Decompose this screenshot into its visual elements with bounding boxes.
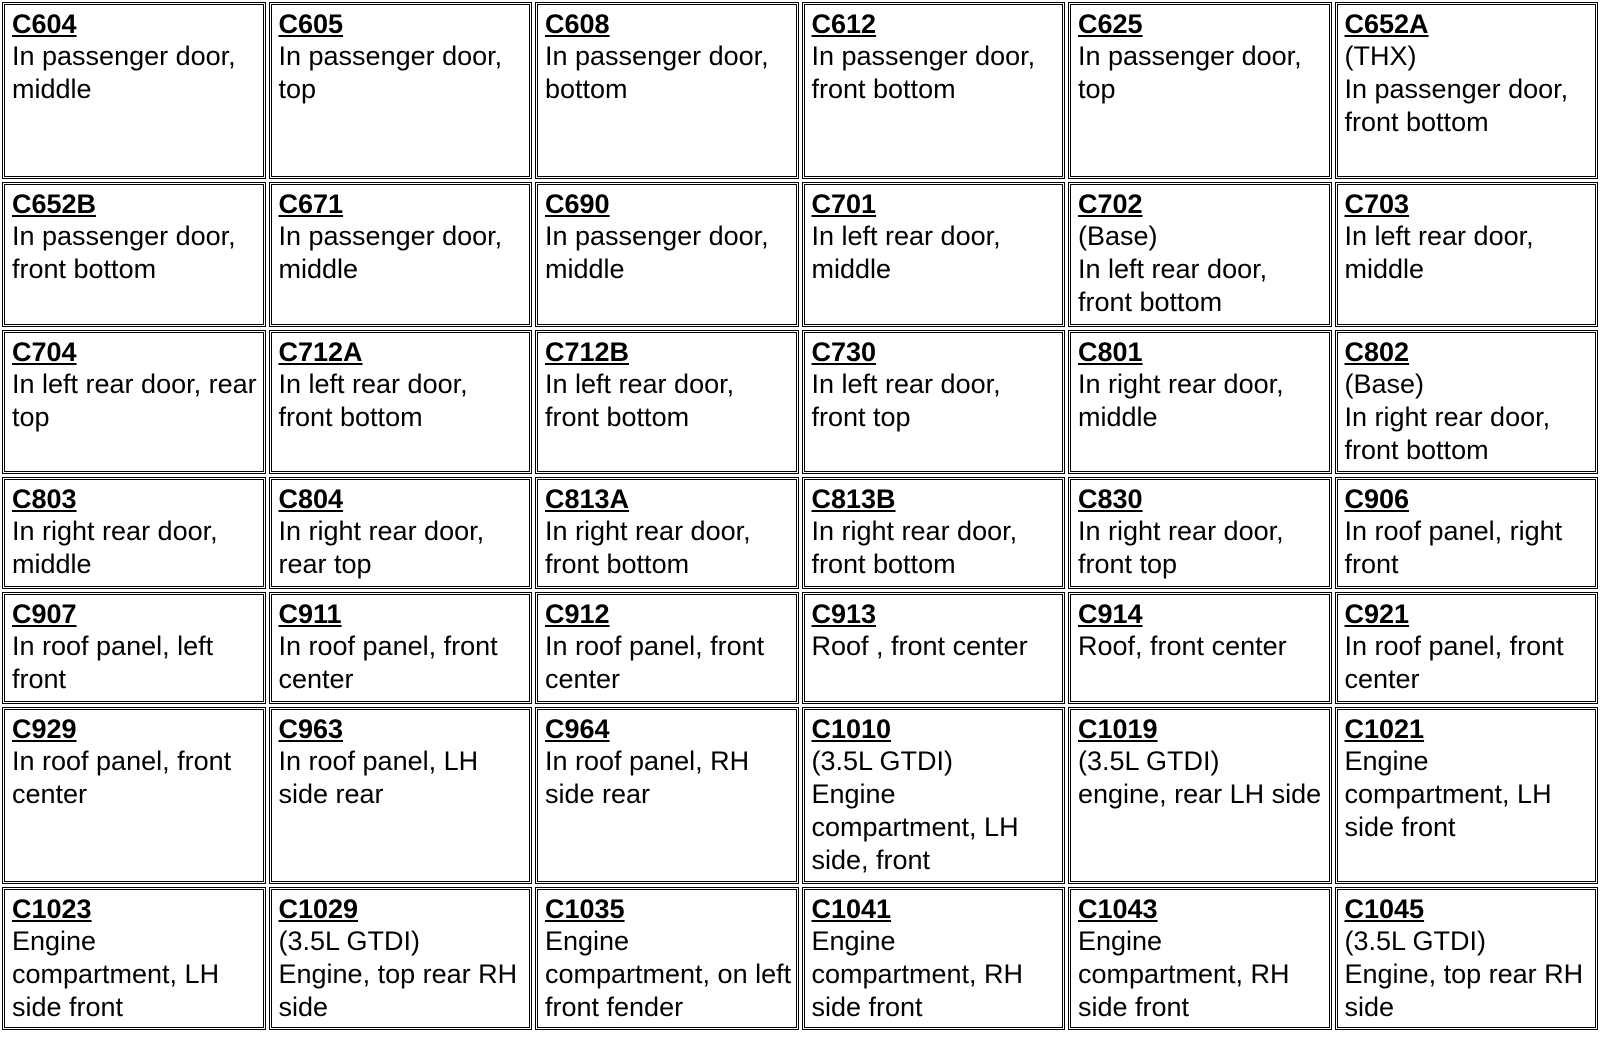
connector-code: C803 <box>12 484 77 514</box>
table-cell <box>1068 887 1332 1030</box>
connector-location: In passenger door, top <box>1078 41 1302 104</box>
connector-location: Engine compartment, LH side front <box>1344 746 1552 842</box>
connector-code: C1045 <box>1344 894 1425 924</box>
connector-location: Engine compartment, RH side front <box>1078 926 1290 1022</box>
connector-location: In passenger door, middle <box>12 41 236 104</box>
connector-code: C912 <box>545 599 610 629</box>
connector-location: Roof , front center <box>811 631 1028 661</box>
table-cell <box>269 182 533 327</box>
connector-code: C608 <box>545 9 610 39</box>
connector-location: In right rear door, middle <box>1078 369 1284 432</box>
table-cell <box>269 2 533 179</box>
connector-code: C1021 <box>1344 714 1425 744</box>
connector-location: In passenger door, bottom <box>545 41 769 104</box>
connector-code: C813A <box>545 484 630 514</box>
connector-location: In left rear door, middle <box>811 221 1001 284</box>
table-cell <box>535 477 799 589</box>
connector-location-table <box>2 2 1598 1030</box>
connector-code: C703 <box>1344 189 1410 219</box>
connector-location: In right rear door, front bottom <box>811 516 1018 579</box>
connector-location: (3.5L GTDI) Engine, top rear RH side <box>1344 926 1584 1022</box>
connector-code: C801 <box>1078 337 1143 367</box>
table-cell <box>1068 477 1332 589</box>
connector-location: In roof panel, right front <box>1344 516 1563 579</box>
connector-code: C701 <box>811 189 877 219</box>
connector-code: C652B <box>12 189 97 219</box>
connector-location: In right rear door, rear top <box>278 516 485 579</box>
connector-location: (3.5L GTDI) engine, rear LH side <box>1078 746 1322 809</box>
connector-code: C612 <box>811 9 877 39</box>
connector-code: C712A <box>278 337 363 367</box>
table-cell <box>2 707 266 884</box>
connector-location: In left rear door, rear top <box>12 369 257 432</box>
table-cell <box>1335 592 1599 704</box>
connector-location: In passenger door, front bottom <box>811 41 1036 104</box>
connector-location: (THX) In passenger door, front bottom <box>1344 41 1569 137</box>
connector-location: In right rear door, front bottom <box>545 516 751 579</box>
connector-location: In roof panel, front center <box>278 631 498 694</box>
table-cell <box>1068 592 1332 704</box>
connector-code: C1019 <box>1078 714 1158 744</box>
connector-location: In passenger door, middle <box>545 221 769 284</box>
connector-code: C1023 <box>12 894 92 924</box>
connector-code: C921 <box>1344 599 1410 629</box>
table-cell <box>802 592 1066 704</box>
connector-location: In roof panel, LH side rear <box>278 746 479 809</box>
table-cell <box>2 887 266 1030</box>
table-cell <box>535 2 799 179</box>
connector-code: C963 <box>278 714 344 744</box>
connector-location: In right rear door, front top <box>1078 516 1284 579</box>
connector-code: C702 <box>1078 189 1143 219</box>
connector-location: In passenger door, top <box>278 41 503 104</box>
table-cell <box>1068 707 1332 884</box>
connector-location: Engine compartment, on left front fender <box>545 926 792 1022</box>
connector-code: C802 <box>1344 337 1410 367</box>
connector-code: C1029 <box>278 894 359 924</box>
connector-code: C913 <box>811 599 877 629</box>
table-cell <box>269 330 533 474</box>
table-cell <box>1335 330 1599 474</box>
connector-location: (3.5L GTDI) Engine compartment, LH side, front <box>811 746 1019 875</box>
connector-location: (Base) In right rear door, front bottom <box>1344 369 1551 465</box>
table-cell <box>1335 887 1599 1030</box>
connector-location: (Base) In left rear door, front bottom <box>1078 221 1268 317</box>
connector-code: C1041 <box>811 894 892 924</box>
table-cell <box>1335 182 1599 327</box>
connector-location: In passenger door, front bottom <box>12 221 236 284</box>
table-cell <box>2 2 266 179</box>
connector-location: Engine compartment, RH side front <box>811 926 1024 1022</box>
table-cell <box>269 592 533 704</box>
table-cell <box>802 182 1066 327</box>
table-cell <box>269 477 533 589</box>
connector-location: In passenger door, middle <box>278 221 503 284</box>
table-cell <box>535 182 799 327</box>
table-cell <box>2 592 266 704</box>
table-cell <box>1068 182 1332 327</box>
connector-code: C906 <box>1344 484 1410 514</box>
connector-code: C704 <box>12 337 77 367</box>
connector-location: In left rear door, front bottom <box>278 369 468 432</box>
connector-code: C813B <box>811 484 896 514</box>
connector-code: C604 <box>12 9 77 39</box>
connector-code: C671 <box>278 189 344 219</box>
table-cell <box>269 707 533 884</box>
connector-code: C964 <box>545 714 610 744</box>
connector-code: C690 <box>545 189 610 219</box>
table-cell <box>1335 477 1599 589</box>
table-cell <box>1335 707 1599 884</box>
table-cell <box>269 887 533 1030</box>
connector-location: In roof panel, front center <box>12 746 232 809</box>
connector-code: C1010 <box>811 714 892 744</box>
table-cell <box>1068 330 1332 474</box>
connector-code: C712B <box>545 337 630 367</box>
connector-code: C1043 <box>1078 894 1158 924</box>
connector-code: C730 <box>811 337 877 367</box>
connector-location: In left rear door, middle <box>1344 221 1534 284</box>
connector-code: C625 <box>1078 9 1143 39</box>
connector-location: In roof panel, front center <box>545 631 765 694</box>
connector-location: In roof panel, RH side rear <box>545 746 750 809</box>
connector-location: In roof panel, left front <box>12 631 214 694</box>
table-cell <box>1335 2 1599 179</box>
table-cell <box>802 887 1066 1030</box>
connector-location: In roof panel, front center <box>1344 631 1564 694</box>
table-cell <box>2 330 266 474</box>
connector-location: In left rear door, front bottom <box>545 369 735 432</box>
connector-code: C830 <box>1078 484 1143 514</box>
connector-code: C911 <box>278 599 342 629</box>
table-cell <box>2 182 266 327</box>
table-cell <box>535 330 799 474</box>
connector-code: C914 <box>1078 599 1143 629</box>
connector-location: In right rear door, middle <box>12 516 218 579</box>
table-cell <box>802 477 1066 589</box>
table-cell <box>802 2 1066 179</box>
connector-location: Roof, front center <box>1078 631 1287 661</box>
connector-code: C605 <box>278 9 344 39</box>
table-cell <box>1068 2 1332 179</box>
table-cell <box>535 887 799 1030</box>
connector-code: C1035 <box>545 894 625 924</box>
table-cell <box>2 477 266 589</box>
table-cell <box>535 592 799 704</box>
connector-location: In left rear door, front top <box>811 369 1001 432</box>
connector-code: C652A <box>1344 9 1429 39</box>
connector-code: C804 <box>278 484 344 514</box>
connector-code: C929 <box>12 714 77 744</box>
connector-location: (3.5L GTDI) Engine, top rear RH side <box>278 926 518 1022</box>
table-cell <box>802 330 1066 474</box>
connector-location: Engine compartment, LH side front <box>12 926 220 1022</box>
table-cell <box>535 707 799 884</box>
table-cell <box>802 707 1066 884</box>
connector-code: C907 <box>12 599 77 629</box>
